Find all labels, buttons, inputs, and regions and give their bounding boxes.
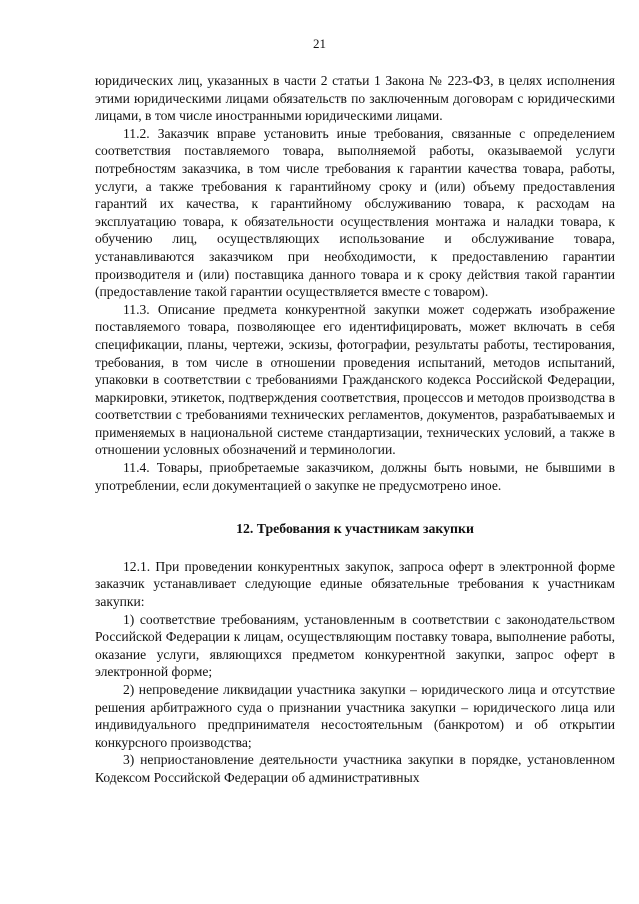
list-item-2: 2) непроведение ликвидации участника закупки – юридического лица и отсутствие решения арбитражного суда о признании участника закупки – юридического лица или индивидуального предпринимателя несостоятельным (банкротом) и об открытии конкурсного производства; (95, 682, 615, 750)
page-number: 21 (313, 36, 326, 51)
document-body (95, 72, 615, 787)
paragraph-11-4: 11.4. Товары, приобретаемые заказчиком, должны быть новыми, не бывшими в употреблении, если документацией о закупке не предусмотрено иное. (95, 460, 615, 493)
paragraph-11-3: 11.3. Описание предмета конкурентной закупки может содержать изображение поставляемого товара, позволяющее его идентифицировать, может включать в себя спецификации, планы, чертежи, эскизы, фотографии, результаты работы, тестирования, требования, в том числе в отношении проведения испытаний, методов испытаний, упаковки в соответствии с требованиями Гражданского кодекса Российской Федерации, маркировки, этикеток, подтверждения соответствия, процессов и методов производства в соответствии с требованиями технических регламентов, документов, разрабатываемых и применяемых в национальной системе стандартизации, технических условий, а также в отношении условных обозначений и терминологии. (95, 301, 615, 458)
list-item-3: 3) неприостановление деятельности участника закупки в порядке, установленном Кодексом Российской Федерации об административных (95, 752, 615, 785)
paragraph-11-2: 11.2. Заказчик вправе установить иные требования, связанные с определением соответствия поставляемого товара, выполняемой работы, оказываемой услуги потребностям заказчика, в том числе требования к гарантии качества товара, работы, услуги, а также требования к гарантийному сроку и (или) объему предоставления гарантий их качества, к гарантийному обслуживанию товара, к расходам на эксплуатацию товара, к обязательности осуществления монтажа и наладки товара, к обучению лиц, осуществляющих использование и обслуживание товара, устанавливаются заказчиком при необходимости, к предоставлению гарантии производителя и (или) поставщика данного товара и к сроку действия такой гарантии (предоставление такой гарантии осуществляется вместе с товаром). (95, 125, 615, 300)
section-heading-12: 12. Требования к участникам закупки (236, 521, 474, 537)
paragraph-12-1: 12.1. При проведении конкурентных закупок, запроса оферт в электронной форме заказчик устанавливает следующие единые обязательные требования к участникам закупки: (95, 558, 615, 610)
paragraph-continuation: юридических лиц, указанных в части 2 статьи 1 Закона № 223-ФЗ, в целях исполнения этими юридическими лицами обязательств по заключенным договорам с юридическими лицами, в том числе иностранными юридическими лицами. (95, 73, 615, 124)
list-item-1: 1) соответствие требованиям, установленным в соответствии с законодательством Российской Федерации к лицам, осуществляющим поставку товара, выполнение работы, оказание услуги, являющихся предметом конкурентной закупки, запрос оферт в электронной форме; (95, 611, 615, 680)
